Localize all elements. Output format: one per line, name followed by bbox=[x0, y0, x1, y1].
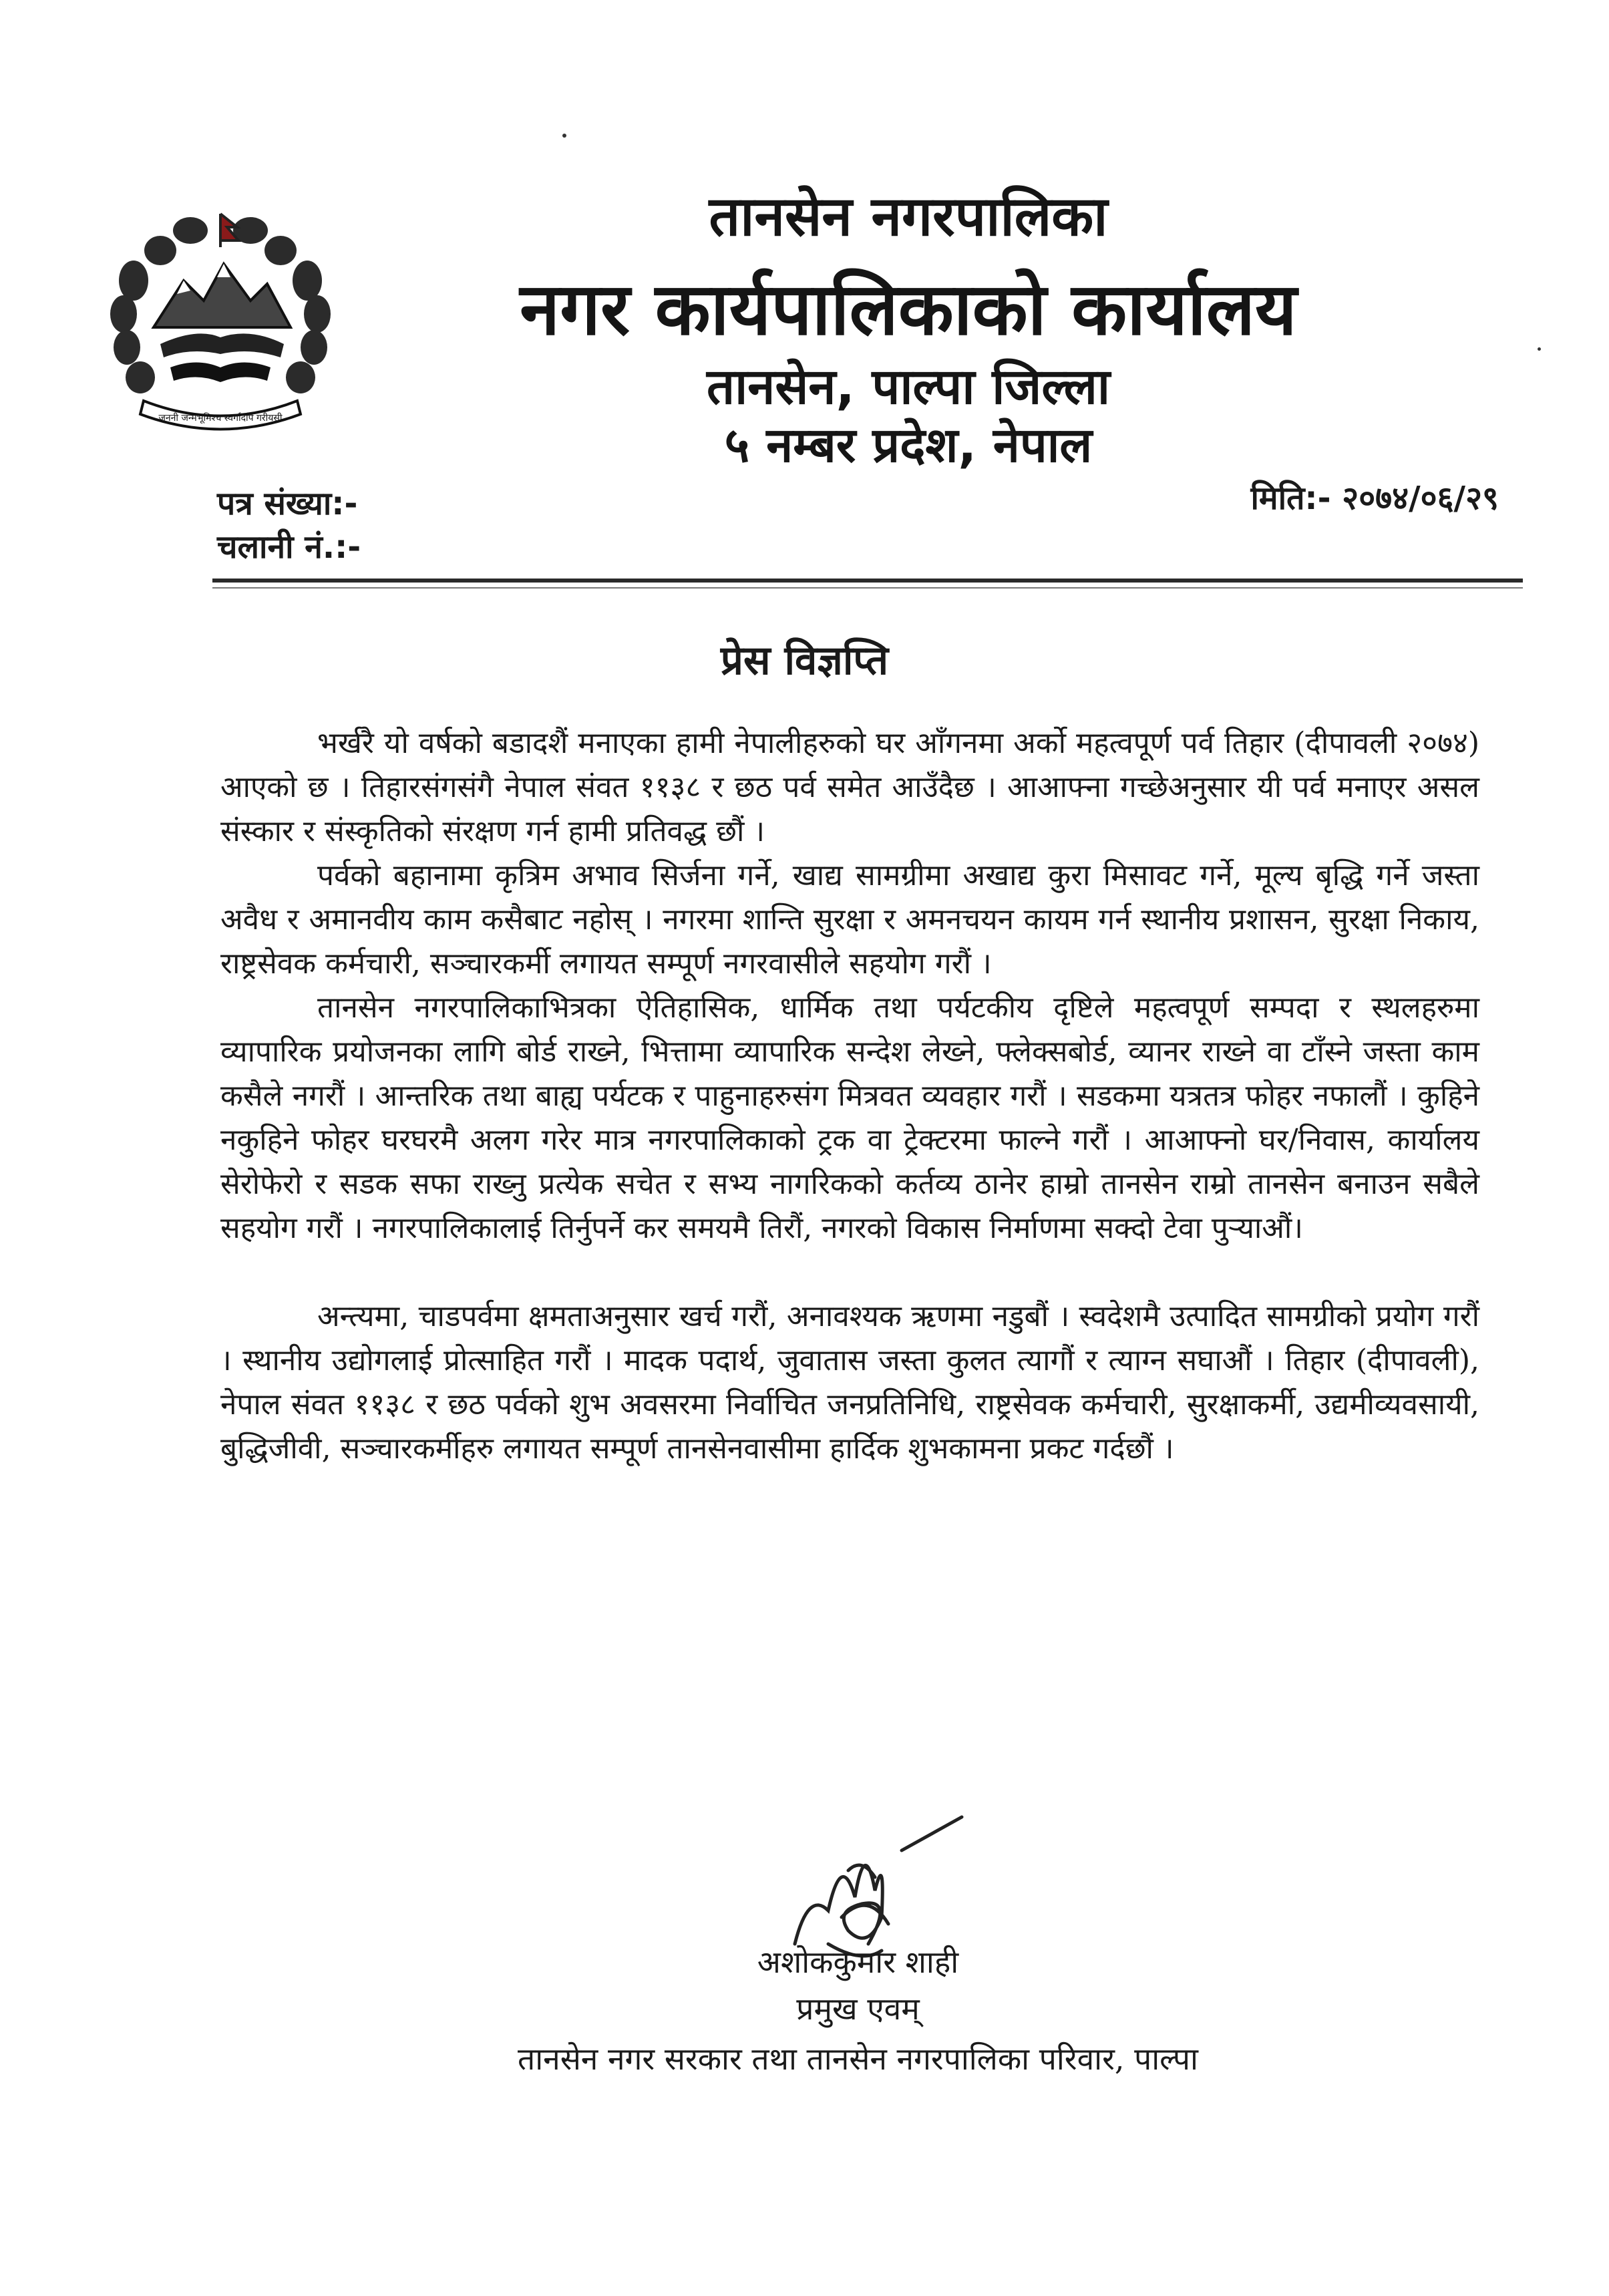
paragraph-1: भर्खरै यो वर्षको बडादशैं मनाएका हामी नेपालीहरुको घर आँगनमा अर्को महत्वपूर्ण पर्व तिहार (दीपावली २०७४) आएको छ । तिहारसंगसंगै नेपाल संवत ११३८ र छठ पर्व समेत आउँदैछ । आआफ्ना गच्छेअनुसार यी पर्व मनाएर असल संस्कार र संस्कृतिको संरक्षण गर्न हामी प्रतिवद्ध छौं । bbox=[220, 726, 1479, 848]
address-district: तानसेन, पाल्पा जिल्ला bbox=[706, 358, 1111, 416]
date-label: मिति:- २०७४/०६/२९ bbox=[1250, 480, 1499, 517]
map bbox=[160, 333, 284, 357]
letter-number-label: पत्र संख्या:- bbox=[217, 485, 358, 522]
header-divider bbox=[212, 579, 1523, 583]
office-name: नगर कार्यपालिकाको कार्यालय bbox=[520, 268, 1297, 351]
paragraph-2: पर्वको बहानामा कृत्रिम अभाव सिर्जना गर्ने, खाद्य सामग्रीमा अखाद्य कुरा मिसावट गर्ने, मूल्य बृद्धि गर्ने जस्ता अवैध र अमानवीय काम कसैबाट नहोस् । नगरमा शान्ति सुरक्षा र अमनचयन कायम गर्न स्थानीय प्रशासन, सुरक्षा निकाय, राष्ट्रसेवक कर्मचारी, सञ्चारकर्मी लगायत सम्पूर्ण नगरवासीले सहयोग गरौं । bbox=[220, 858, 1479, 981]
paragraph-3: तानसेन नगरपालिकाभित्रका ऐतिहासिक, धार्मिक तथा पर्यटकीय दृष्टिले महत्वपूर्ण सम्पदा र स्थलहरुमा व्यापारिक प्रयोजनका लागि बोर्ड राख्ने, भित्तामा व्यापारिक सन्देश लेख्ने, फ्लेक्सबोर्ड, व्यानर राख्ने वा टाँस्ने जस्ता काम कसैले नगरौं । आन्तरिक तथा बाह्य पर्यटक र पाहुनाहरुसंग मित्रवत व्यवहार गरौं । सडकमा यत्रतत्र फोहर नफालौं । कुहिने नकुहिने फोहर घरघरमै अलग गरेर मात्र नगरपालिकाको ट्रक वा ट्रेक्टरमा फाल्ने गरौं । आआफ्नो घर/निवास, कार्यालय सेरोफेरो र सडक सफा राख्नु प्रत्येक सचेत र सभ्य नागरिकको कर्तव्य ठानेर हाम्रो तानसेन राम्रो तानसेन बनाउन सबैले सहयोग गरौं । नगरपालिकालाई तिर्नुपर्ने कर समयमै तिरौं, नगरको विकास निर्माणमा सक्दो टेवा पुऱ्याऔं। bbox=[220, 991, 1480, 1245]
address-province: ५ नम्बर प्रदेश, नेपाल bbox=[724, 417, 1093, 473]
paragraph-4: अन्त्यमा, चाडपर्वमा क्षमताअनुसार खर्च गरौं, अनावश्यक ऋणमा नडुबौं । स्वदेशमै उत्पादित सामग्रीको प्रयोग गरौं । स्थानीय उद्योगलाई प्रोत्साहित गरौं । मादक पदार्थ, जुवातास जस्ता कुलत त्यागौं र त्याग्न सघाऔं । तिहार (दीपावली), नेपाल संवत ११३८ र छठ पर्वको शुभ अवसरमा निर्वाचित जनप्रतिनिधि, राष्ट्रसेवक कर्मचारी, सुरक्षाकर्मी, उद्यमीव्यवसायी, बुद्धिजीवी, सञ्चारकर्मीहरु लगायत सम्पूर्ण तानसेनवासीमा हार्दिक शुभकामना प्रकट गर्दछौं । bbox=[220, 1299, 1479, 1466]
svg-text:जननी जन्मभूमिश्च स्वर्गादपि गर: जननी जन्मभूमिश्च स्वर्गादपि गरीयसी bbox=[158, 413, 283, 424]
dispatch-number-label: चलानी नं.:- bbox=[217, 528, 361, 566]
signatory-organization: तानसेन नगर सरकार तथा तानसेन नगरपालिका परिवार, पाल्पा bbox=[518, 2041, 1198, 2077]
scan-speck bbox=[562, 134, 566, 138]
municipality-name: तानसेन नगरपालिका bbox=[709, 185, 1108, 249]
nepal-emblem-icon bbox=[97, 200, 344, 448]
document-body bbox=[220, 721, 1479, 1471]
scan-speck bbox=[1538, 347, 1541, 351]
signatory-name: अशोककुमार शाही bbox=[757, 1944, 959, 1980]
header-divider-thin bbox=[212, 587, 1523, 589]
signatory-title: प्रमुख एवम् bbox=[796, 1991, 920, 2027]
document-title: प्रेस विज्ञप्ति bbox=[720, 637, 889, 684]
